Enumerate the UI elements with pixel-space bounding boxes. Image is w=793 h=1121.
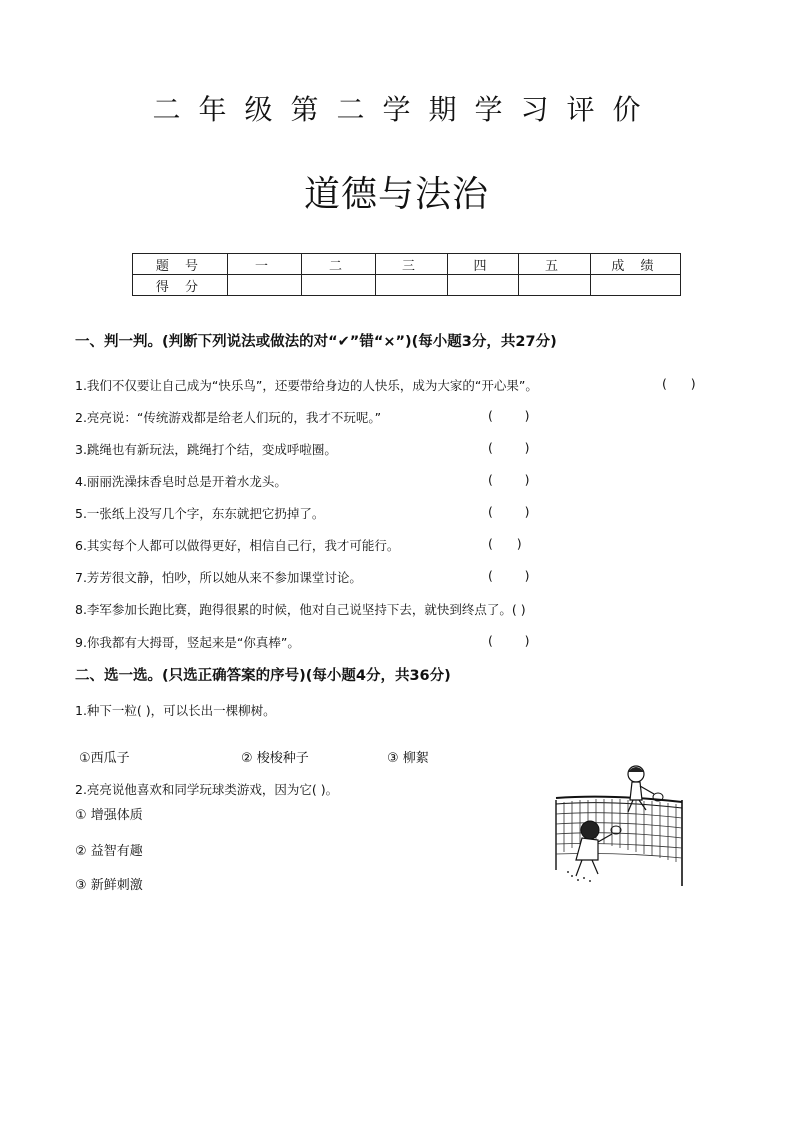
score-table-score-row xyxy=(133,275,681,296)
question-text: 5.一张纸上没写几个字，东东就把它扔掉了。 xyxy=(75,506,325,521)
section1-heading: 一、判一判。(判断下列说法或做法的对“✔”错“×”)(每小题3分，共27分) xyxy=(75,334,557,350)
score-cell[interactable] xyxy=(228,275,302,296)
choice-question-1: 1.种下一粒( )，可以长出一棵柳树。 xyxy=(75,703,276,718)
answer-blank[interactable]: ( ) xyxy=(488,440,530,455)
choice-question-2: 2.亮亮说他喜欢和同学玩球类游戏，因为它( )。 xyxy=(75,782,339,797)
score-table xyxy=(132,253,681,296)
answer-blank[interactable]: ( ) xyxy=(488,472,530,487)
score-header-total: 成 绩 xyxy=(591,254,681,275)
score-header-5: 五 xyxy=(519,254,591,275)
question-text: 6.其实每个人都可以做得更好，相信自己行，我才可能行。 xyxy=(75,538,400,553)
choice-q2-option-1[interactable]: ① 增强体质 xyxy=(75,808,143,823)
score-header-1: 一 xyxy=(228,254,302,275)
subject-title: 道德与法治 xyxy=(303,174,489,215)
score-header-2: 二 xyxy=(302,254,376,275)
judge-question-3 xyxy=(75,440,530,458)
answer-blank[interactable]: ( ) xyxy=(488,568,530,583)
score-cell[interactable] xyxy=(448,275,519,296)
choice-q1-option-1[interactable]: ①西瓜子 xyxy=(79,751,130,766)
score-cell[interactable] xyxy=(591,275,681,296)
judge-question-4 xyxy=(75,472,530,490)
answer-blank[interactable]: ( ) xyxy=(488,536,522,551)
judge-question-5 xyxy=(75,504,530,522)
score-header-label: 题 号 xyxy=(133,254,228,275)
judge-question-8 xyxy=(75,600,526,618)
score-header-3: 三 xyxy=(376,254,448,275)
score-header-4: 四 xyxy=(448,254,519,275)
judge-question-2 xyxy=(75,408,530,426)
choice-q2-option-3[interactable]: ③ 新鲜刺激 xyxy=(75,878,143,893)
answer-blank[interactable]: ( ) xyxy=(488,408,530,423)
choice-q1-option-3[interactable]: ③ 柳絮 xyxy=(387,751,429,766)
answer-blank[interactable]: ( ) xyxy=(488,633,530,648)
question-text: 7.芳芳很文静，怕吵，所以她从来不参加课堂讨论。 xyxy=(75,570,362,585)
score-cell[interactable] xyxy=(519,275,591,296)
score-cell[interactable] xyxy=(302,275,376,296)
judge-question-1 xyxy=(75,376,696,394)
document-title: 二年级第二学期学习评价 xyxy=(152,93,659,126)
score-row-label: 得 分 xyxy=(133,275,228,296)
score-cell[interactable] xyxy=(376,275,448,296)
judge-question-6 xyxy=(75,536,522,554)
choice-q1-option-2[interactable]: ② 梭梭种子 xyxy=(241,751,309,766)
question-text: 3.跳绳也有新玩法，跳绳打个结，变成呼啦圈。 xyxy=(75,442,337,457)
answer-blank[interactable]: ( ) xyxy=(488,504,530,519)
badminton-players-illustration xyxy=(542,760,688,888)
choice-q2-option-2[interactable]: ② 益智有趣 xyxy=(75,844,143,859)
section2-heading: 二、选一选。(只选正确答案的序号)(每小题4分，共36分) xyxy=(75,668,451,684)
judge-question-9 xyxy=(75,633,530,651)
score-table-header-row xyxy=(133,254,681,275)
question-text: 4.丽丽洗澡抹香皂时总是开着水龙头。 xyxy=(75,474,287,489)
question-text: 2.亮亮说：“传统游戏都是给老人们玩的，我才不玩呢。” xyxy=(75,410,382,425)
judge-question-7 xyxy=(75,568,530,586)
answer-blank[interactable]: ( ) xyxy=(662,376,696,391)
question-text: 9.你我都有大拇哥，竖起来是“你真棒”。 xyxy=(75,635,300,650)
question-text: 1.我们不仅要让自己成为“快乐鸟”，还要带给身边的人快乐，成为大家的“开心果”。 xyxy=(75,378,538,393)
question-text: 8.李军参加长跑比赛，跑得很累的时候，他对自己说坚持下去，就快到终点了。( ) xyxy=(75,602,526,617)
